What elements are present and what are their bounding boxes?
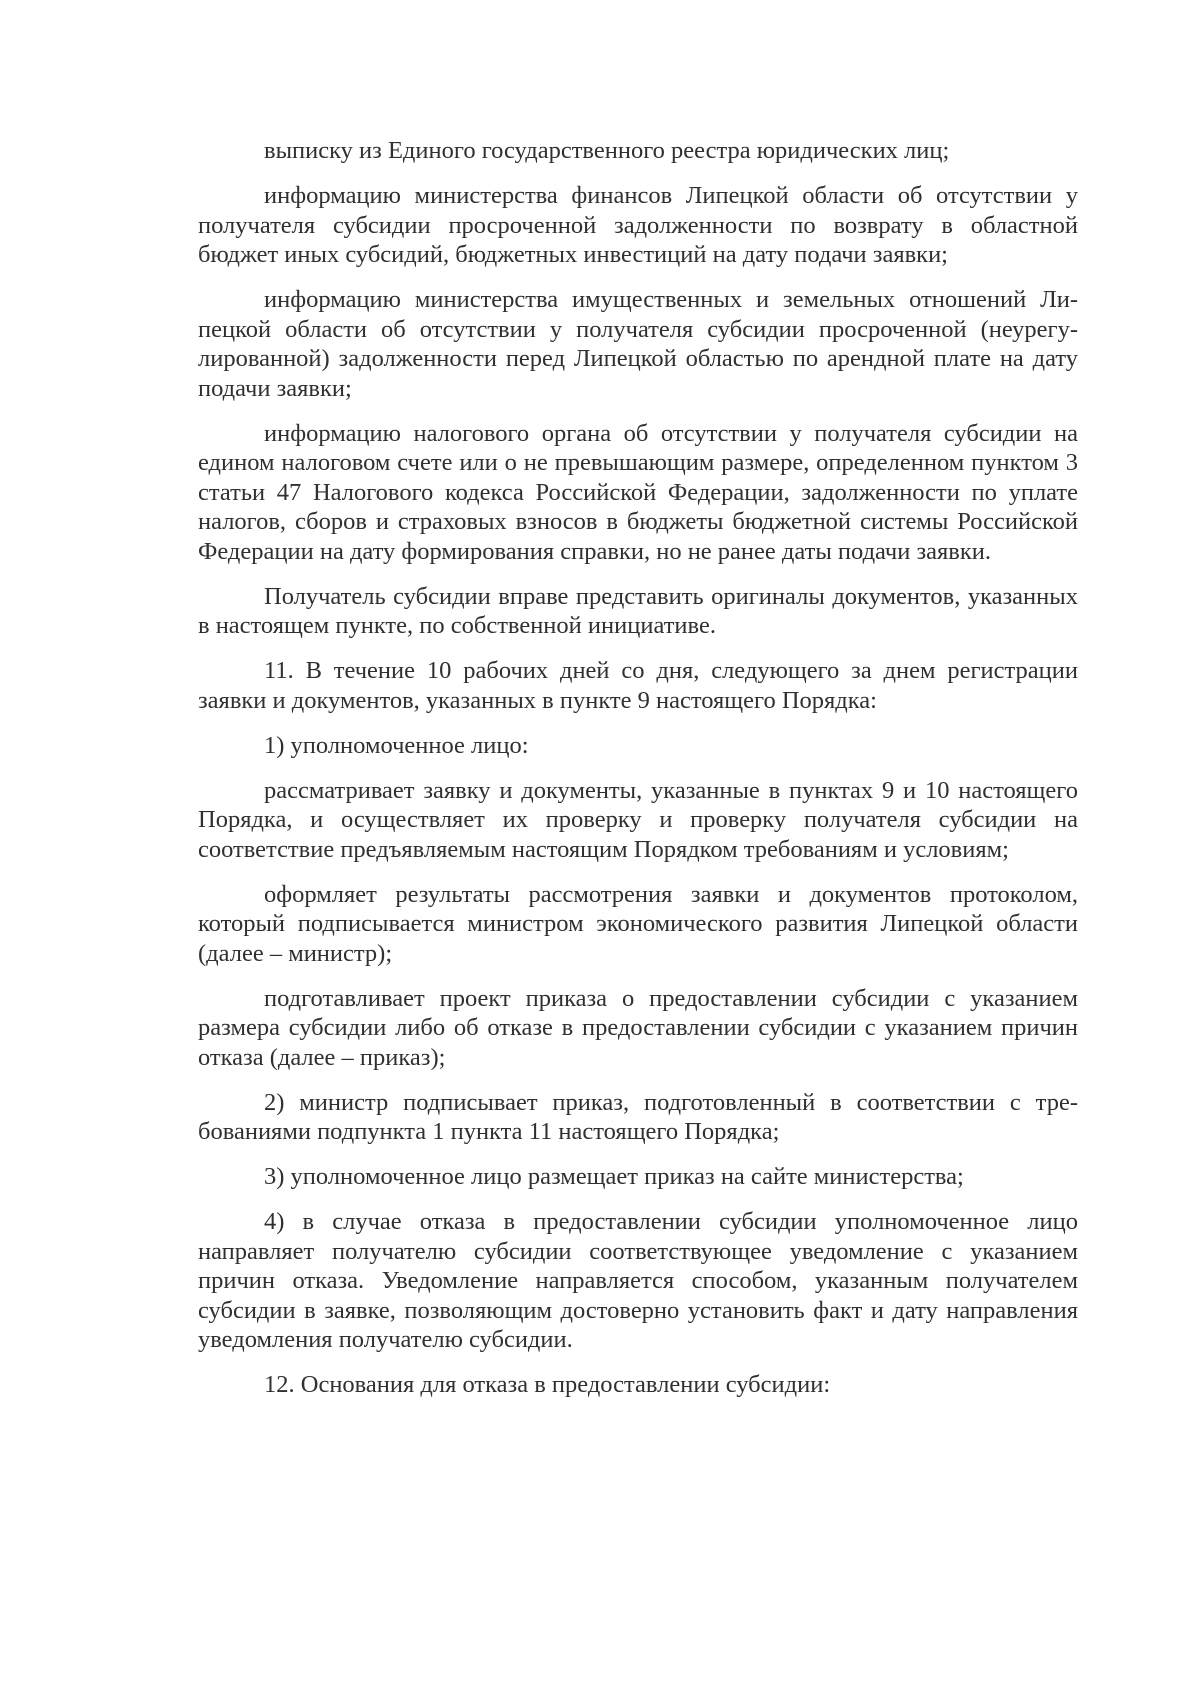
paragraph-tax-authority-info: информацию налогового органа об отсутствии у получателя субсидии на едином налоговом счете или о не превышающим размере, определенном пунктом 3 статьи 47 Налогового кодекса Российской Федерации, задолженности по уплате налогов, сборов и страховых взносов в бюджеты бюджетной системы Российской Федерации на дату формирования справки, но не ранее даты подачи заявки. — [198, 419, 1078, 565]
paragraph-subitem-1: 1) уполномоченное лицо: — [264, 731, 529, 759]
paragraph-draft-order: подготавливает проект приказа о предоставлении субсидии с указанием размера субсидии либо об отказе в предоставлении субсидии с указанием причин отказа (далее – приказ); — [198, 984, 1078, 1071]
paragraph-item-12: 12. Основания для отказа в предоставлении субсидии: — [264, 1371, 831, 1398]
paragraph-finance-ministry-info: информацию министерства финансов Липецкой области об отсутствии у получателя субсидии просроченной задолженности по возврату в областной бюджет иных субсидий, бюджетных инвестиций на дату подачи заявки; — [198, 182, 1078, 268]
paragraph-reviews-application: рассматривает заявку и документы, указанные в пунктах 9 и 10 настоящего Порядка, и осуществляет их проверку и проверку получателя субсидии на соответствие предъявляемым настоящим Порядком требованиям и условиям; — [198, 776, 1078, 863]
paragraph-subitem-3: 3) уполномоченное лицо размещает приказ на сайте министерства; — [264, 1163, 964, 1190]
paragraph-original-documents: Получатель субсидии вправе представить оригиналы документов, указанных в настоящем пункте, по собственной инициативе. — [198, 582, 1078, 639]
paragraph-item-11: 11. В течение 10 рабочих дней со дня, следующего за днем регистрации заявки и документов, указанных в пункте 9 настоящего Порядка: — [198, 657, 1078, 714]
paragraph-protocol: оформляет результаты рассмотрения заявки и документов протоколом, который подписывается министром экономического развития Липецкой области (далее – министр); — [198, 880, 1078, 967]
paragraph-property-ministry-info: информацию министерства имущественных и земельных отношений Липецкой области об отсутствии у получателя субсидии просроченной (неурегулированной) задолженности перед Липецкой областью по арендной плате на дату подачи заявки; — [198, 286, 1078, 402]
paragraph-subitem-4: 4) в случае отказа в предоставлении субсидии уполномоченное лицо направляет получателю субсидии соответствующее уведомление с указанием причин отказа. Уведомление направляется способом, указанным получателем субсидии в заявке, позволяющим достоверно установить факт и дату направления уведомления получателю субсидии. — [198, 1208, 1078, 1353]
paragraph-egrul-extract: выписку из Единого государственного реестра юридических лиц; — [264, 137, 950, 164]
document-body — [198, 136, 1078, 1415]
paragraph-subitem-2: 2) министр подписывает приказ, подготовленный в соответствии с требованиями подпункта 1 пункта 11 настоящего Порядка; — [198, 1088, 1078, 1145]
